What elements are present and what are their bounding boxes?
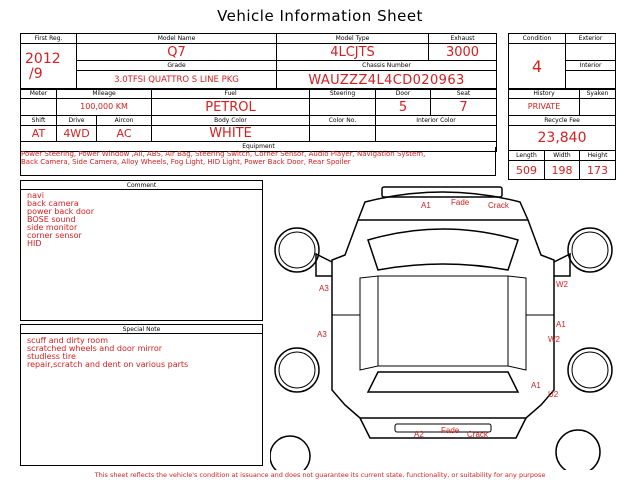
width-value: 198 — [545, 161, 580, 180]
exhaust-value: 3000 — [429, 44, 497, 61]
shift-value: AT — [21, 126, 57, 142]
body-color-value: WHITE — [152, 126, 310, 142]
special-note-item: scuff and dirty room — [27, 336, 108, 345]
interior-value — [566, 71, 616, 90]
damage-left-a3-bottom: A3 — [317, 330, 327, 339]
fuel-value: PETROL — [152, 99, 310, 116]
condition-label: Condition — [509, 34, 566, 44]
door-value: 5 — [376, 99, 431, 116]
special-note-label: Special Note — [21, 325, 262, 334]
special-note-item: repair,scratch and dent on various parts — [27, 360, 189, 369]
aircon-value: AC — [97, 126, 152, 142]
exterior-label: Exterior — [566, 34, 616, 44]
first-reg-year: 2012 — [25, 50, 61, 67]
syaken-label: Syaken — [580, 89, 616, 99]
damage-right-w2-top: W2 — [556, 280, 568, 289]
spare-tire-right — [556, 430, 600, 470]
history-label: History — [509, 89, 580, 99]
comment-item: back camera — [27, 199, 79, 208]
vehicle-id-table — [20, 33, 497, 90]
wheel-rear-left — [275, 348, 319, 392]
aircon-label: Aircon — [97, 116, 152, 126]
chassis-label: Chassis Number — [277, 61, 497, 71]
height-label: Height — [580, 151, 616, 161]
meter-label: Meter — [21, 89, 57, 99]
car-body-outline — [332, 220, 554, 418]
length-value: 509 — [509, 161, 545, 180]
chassis-value: WAUZZZ4L4CD020963 — [277, 71, 497, 90]
wheel-rear-right — [568, 348, 612, 392]
door-label: Door — [376, 89, 431, 99]
comment-item: HID — [27, 239, 42, 248]
first-reg-value — [21, 44, 77, 90]
drive-label: Drive — [57, 116, 97, 126]
mileage-value: 100,000 KM — [57, 99, 152, 116]
damage-front-a1: A1 — [421, 201, 431, 210]
damage-rear-u2: U2 — [548, 390, 559, 399]
syaken-value — [580, 99, 616, 116]
comment-box — [20, 180, 263, 321]
drive-value: 4WD — [57, 126, 97, 142]
width-label: Width — [545, 151, 580, 161]
damage-right-a1: A1 — [556, 320, 566, 329]
comment-label: Comment — [21, 181, 262, 190]
special-note-item: studless tire — [27, 352, 76, 361]
recycle-fee-value: 23,840 — [509, 126, 616, 151]
interior-label: Interior — [566, 61, 616, 71]
color-no-value — [310, 126, 376, 142]
damage-left-a3-top: A3 — [319, 284, 329, 293]
seat-label: Seat — [431, 89, 497, 99]
shift-label: Shift — [21, 116, 57, 126]
damage-right-w2: W2 — [548, 335, 560, 344]
condition-value: 4 — [509, 44, 566, 90]
body-color-label: Body Color — [152, 116, 310, 126]
model-type-value: 4LCJTS — [277, 44, 429, 61]
special-note-item: scratched wheels and door mirror — [27, 344, 163, 353]
disclaimer-footer: This sheet reflects the vehicle's condition at issuance and does not guarantee its current state, functionality, or suitability for any purpose — [94, 471, 546, 479]
sheet-title: Vehicle Information Sheet — [217, 7, 423, 25]
damage-front-fade: Fade — [451, 198, 470, 207]
equipment-label: Equipment — [21, 142, 497, 152]
height-value: 173 — [580, 161, 616, 180]
recycle-fee-label: Recycle Fee — [509, 116, 616, 126]
seat-value: 7 — [431, 99, 497, 116]
exterior-value — [566, 44, 616, 61]
comment-item: corner sensor — [27, 231, 82, 240]
fuel-label: Fuel — [152, 89, 310, 99]
comment-list — [27, 192, 94, 248]
interior-color-label: Interior Color — [376, 116, 497, 126]
damage-rear-a2: A2 — [414, 430, 424, 439]
equipment-text: Power Steering, Power Window ,All, ABS, Air Bag, Steering Switch, Corner Sensor, Audio Player, Navigation System, Back Camera, Side Camera, Alloy Wheels, Fog Light, HID Light, Power Back Door, Rear Spoiler — [21, 150, 426, 166]
mileage-label: Mileage — [57, 89, 152, 99]
roof-outline — [378, 276, 508, 366]
length-label: Length — [509, 151, 545, 161]
grade-value: 3.0TFSI QUATTRO S LINE PKG — [77, 71, 277, 90]
damage-rear-crack: Crack — [467, 430, 488, 439]
comment-item: side monitor — [27, 223, 78, 232]
condition-table — [508, 33, 616, 90]
special-note-list — [27, 337, 241, 369]
color-no-label: Color No. — [310, 116, 376, 126]
history-table — [508, 88, 616, 180]
model-name-value: Q7 — [77, 44, 277, 61]
damage-rear-fade: Fade — [441, 426, 460, 435]
rear-window — [368, 372, 518, 392]
wheel-front-right — [568, 228, 612, 272]
history-value: PRIVATE — [509, 99, 580, 116]
windshield — [368, 229, 518, 270]
wheel-front-left — [275, 228, 319, 272]
comment-item: BOSE sound — [27, 215, 76, 224]
damage-rear-a1: A1 — [531, 381, 541, 390]
comment-item: power back door — [27, 207, 94, 216]
first-reg-label: First Reg. — [21, 34, 77, 44]
interior-color-value — [376, 126, 497, 142]
model-name-label: Model Name — [77, 34, 277, 44]
steering-label: Steering — [310, 89, 376, 99]
exhaust-label: Exhaust — [429, 34, 497, 44]
meter-value — [21, 99, 57, 116]
first-reg-month: /9 — [29, 65, 43, 82]
vehicle-spec-table — [20, 88, 497, 152]
damage-front-crack: Crack — [488, 201, 509, 210]
mirror-right — [554, 254, 570, 276]
model-type-label: Model Type — [277, 34, 429, 44]
steering-value — [310, 99, 376, 116]
comment-item: navi — [27, 191, 44, 200]
special-note-box — [20, 324, 263, 466]
spare-tire — [270, 436, 310, 470]
grade-label: Grade — [77, 61, 277, 71]
